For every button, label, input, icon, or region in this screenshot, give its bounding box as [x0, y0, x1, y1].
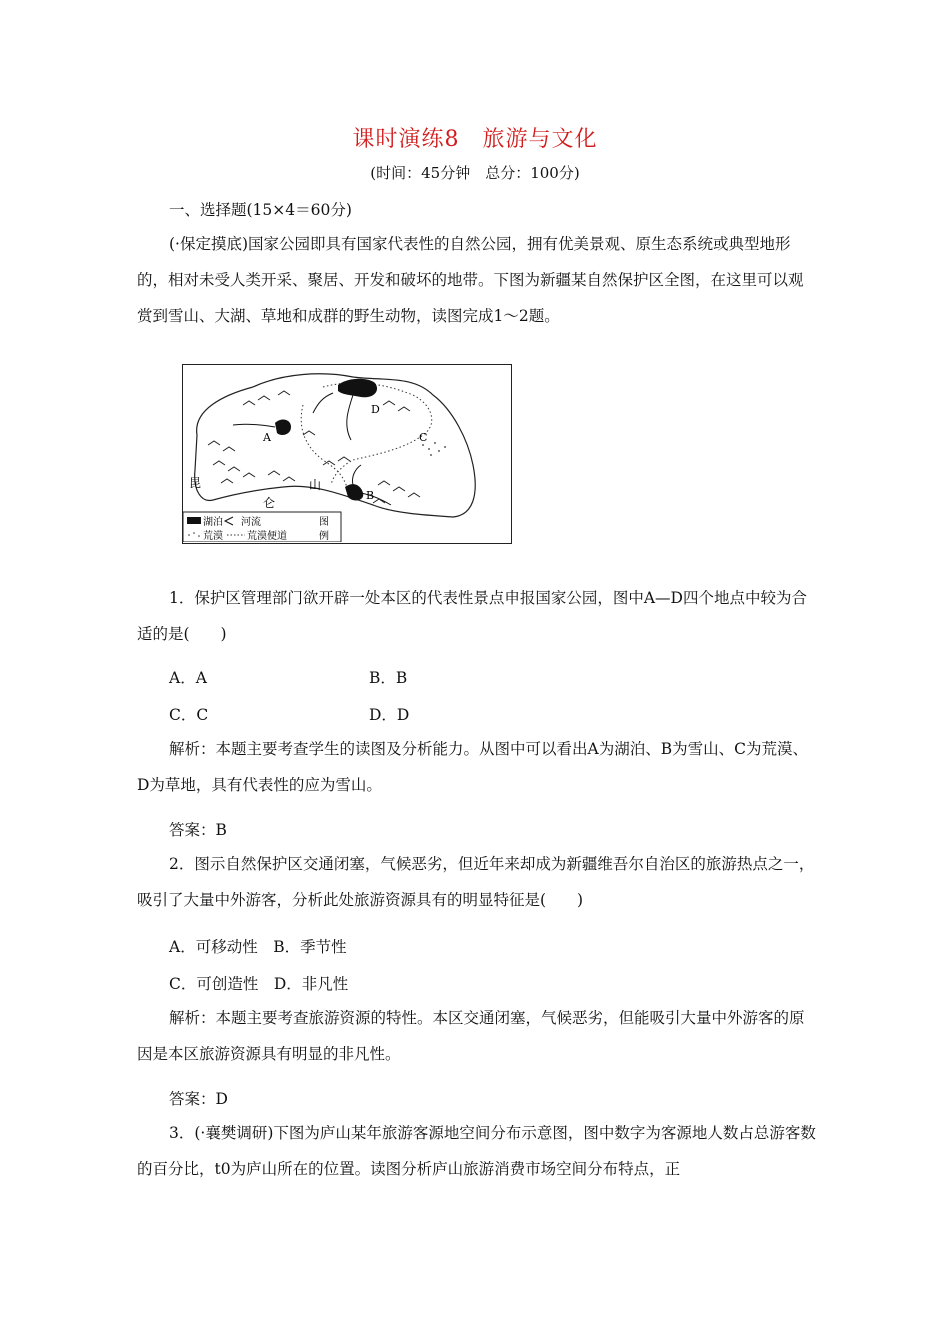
q1-option-c: C．C — [169, 706, 209, 724]
legend-road: 荒漠便道 — [247, 531, 287, 542]
point-c: C — [419, 431, 428, 444]
q1-stem: 1．保护区管理部门欲开辟一处本区的代表性景点申报国家公园，图中A—D四个地点中较为合适的是( ) — [137, 589, 807, 643]
map-legend — [183, 512, 341, 542]
q1-analysis: 解析：本题主要考查学生的读图及分析能力。从图中可以看出A为湖泊、B为雪山、C为荒漠、D为草地，具有代表性的应为雪山。 — [137, 740, 808, 794]
q1-option-a: A．A — [169, 669, 207, 687]
intro-paragraph: (·保定摸底)国家公园即具有国家代表性的自然公园，拥有优美景观、原生态系统或典型地形的，相对未受人类开采、聚居、开发和破坏的地带。下图为新疆某自然保护区全图，在这里可以观赏到雪山、大湖、草地和成群的野生动物，读图完成1～2题。 — [137, 235, 804, 325]
desert-dots — [422, 442, 446, 456]
legend-river: 河流 — [241, 517, 261, 528]
q2-options-ab: A．可移动性 B．季节性 — [169, 938, 347, 956]
point-b: B — [366, 489, 375, 502]
q2-options-cd: C．可创造性 D．非凡性 — [169, 975, 349, 993]
q3-stem: 3．(·襄樊调研)下图为庐山某年旅游客源地空间分布示意图，图中数字为客源地人数占总游客数的百分比，t0为庐山所在的位置。读图分析庐山旅游消费市场空间分布特点，正 — [137, 1124, 816, 1178]
legend-lake: 湖泊 — [203, 517, 223, 528]
mountain-char-lun: 仑 — [263, 496, 276, 510]
point-d: D — [371, 403, 380, 416]
legend-lake-swatch — [187, 517, 201, 524]
section-heading: 一、选择题(15×4＝60分) — [169, 201, 352, 219]
q2-answer: 答案：D — [169, 1090, 228, 1108]
desert-road — [323, 383, 432, 485]
nature-reserve-map — [182, 364, 512, 544]
q2-stem: 2．图示自然保护区交通闭塞，气候恶劣，但近年来却成为新疆维吾尔自治区的旅游热点之一，吸引了大量中外游客，分析此处旅游资源具有的明显特征是( ) — [137, 855, 815, 909]
point-a: A — [263, 431, 271, 444]
q1-option-b: B．B — [369, 669, 408, 687]
page-subtitle: (时间：45分钟 总分：100分) — [370, 164, 580, 182]
legend-li: 例 — [319, 531, 329, 542]
page-title: 课时演练8 旅游与文化 — [352, 127, 598, 152]
lake-d — [338, 379, 377, 398]
legend-desert: 荒漠 — [203, 531, 223, 542]
mountain-char-shan: 山 — [309, 478, 322, 492]
legend-tu: 图 — [319, 517, 329, 528]
lake-b — [345, 484, 363, 500]
reserve-outline — [195, 374, 476, 517]
mountain-char-kun: 昆 — [189, 476, 202, 490]
q1-option-d: D．D — [369, 706, 410, 724]
q2-analysis: 解析：本题主要考查旅游资源的特性。本区交通闭塞，气候恶劣，但能吸引大量中外游客的原因是本区旅游资源具有明显的非凡性。 — [137, 1009, 805, 1063]
lake-a — [275, 420, 291, 435]
river-1 — [347, 395, 353, 440]
q1-answer: 答案：B — [169, 821, 227, 839]
